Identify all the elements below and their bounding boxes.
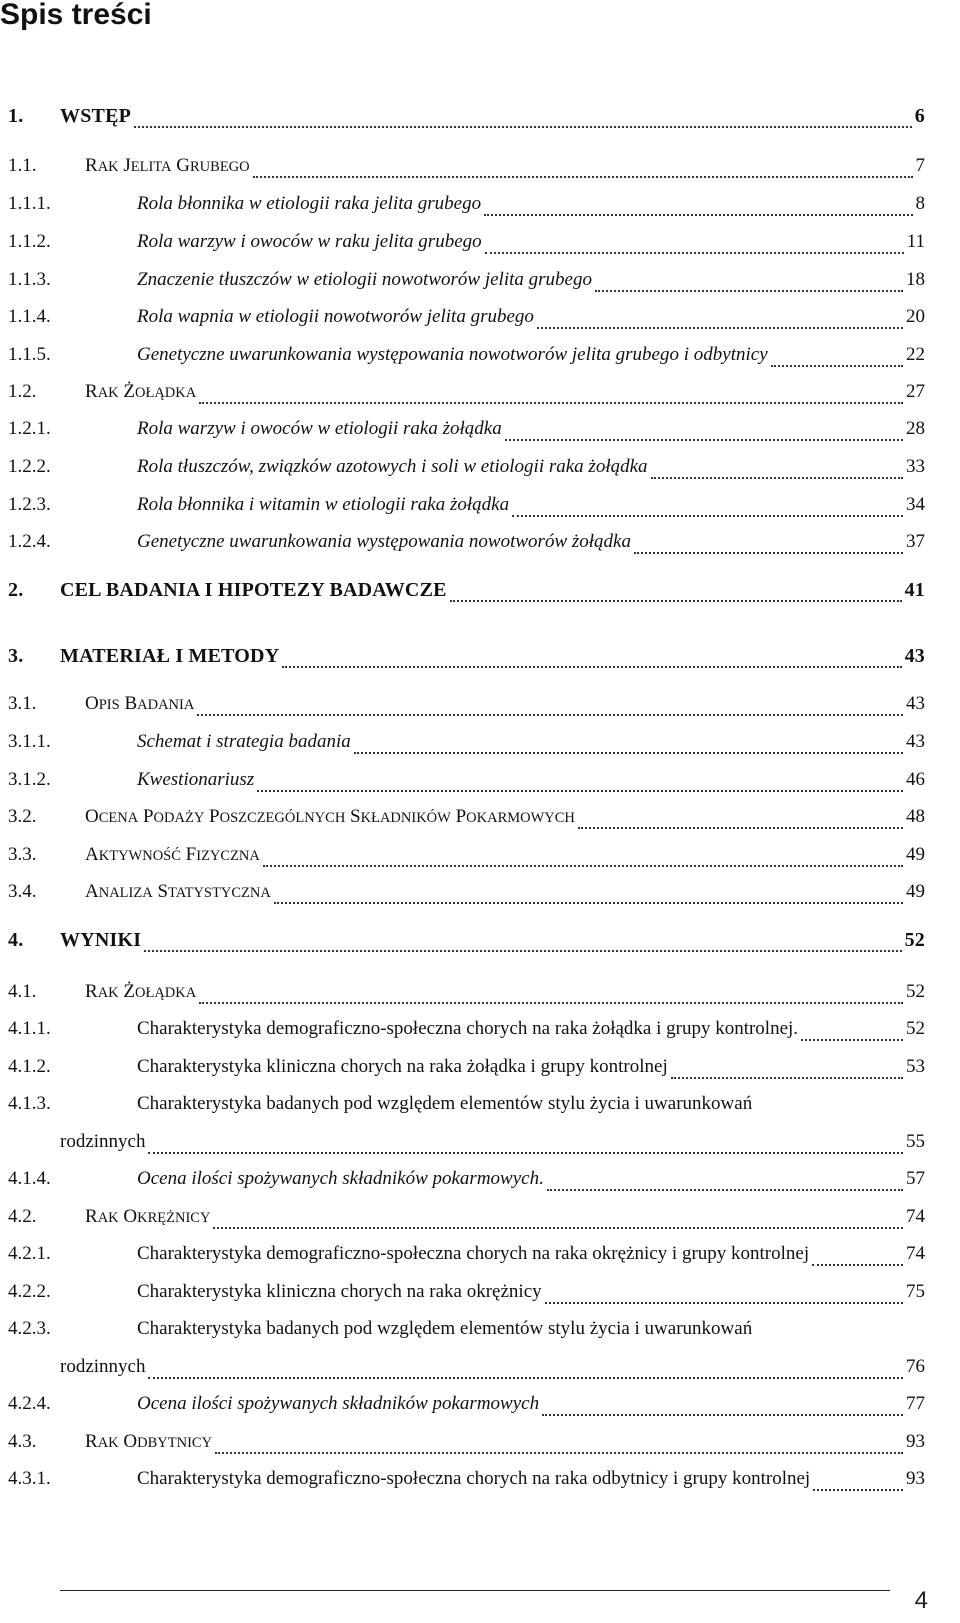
- toc-leader-dots: [263, 865, 903, 867]
- toc-entry-page: 49: [906, 844, 925, 865]
- toc-entry-page: 7: [915, 155, 925, 176]
- toc-entry-page: 74: [906, 1243, 925, 1264]
- toc-entry-number: 3.3.: [8, 844, 37, 865]
- toc-entry-number: 1.2.3.: [8, 494, 51, 515]
- toc-entry-title: rodzinnych: [60, 1131, 146, 1152]
- toc-entry-title: AKTYWNOŚĆ FIZYCZNA: [85, 844, 260, 865]
- toc-entry[interactable]: [0, 306, 960, 336]
- toc-entry[interactable]: [0, 418, 960, 448]
- toc-entry[interactable]: [0, 193, 960, 223]
- toc-entry-number: 1.1.4.: [8, 306, 51, 327]
- toc-entry-title: Charakterystyka badanych pod względem elementów stylu życia i uwarunkowań: [137, 1318, 753, 1339]
- toc-leader-dots: [144, 950, 901, 952]
- toc-entry[interactable]: [0, 1056, 960, 1086]
- toc-entry-number: 4.1.2.: [8, 1056, 51, 1077]
- toc-leader-dots: [197, 714, 903, 716]
- toc-entry-number: 3.1.2.: [8, 769, 51, 790]
- toc-entry[interactable]: [0, 155, 960, 185]
- toc-entry-number: 4.3.1.: [8, 1468, 51, 1489]
- toc-entry-number: 3.1.: [8, 693, 37, 714]
- toc-entry[interactable]: [0, 1393, 960, 1423]
- toc-entry-number: 4.1.4.: [8, 1168, 51, 1189]
- toc-leader-dots: [274, 902, 903, 904]
- toc-leader-dots: [542, 1414, 903, 1416]
- toc-leader-dots: [199, 1002, 903, 1004]
- toc-entry[interactable]: [0, 981, 960, 1011]
- toc-entry[interactable]: [0, 1468, 960, 1498]
- toc-entry-page: 75: [906, 1281, 925, 1302]
- toc-entry-title: Charakterystyka kliniczna chorych na raka żołądka i grupy kontrolnej: [137, 1056, 668, 1077]
- toc-entry-page: 20: [906, 306, 925, 327]
- toc-leader-dots: [537, 327, 903, 329]
- toc-entry-page: 93: [906, 1431, 925, 1452]
- toc-entry[interactable]: [0, 1168, 960, 1198]
- toc-leader-dots: [651, 477, 903, 479]
- toc-entry-page: 43: [906, 693, 925, 714]
- toc-entry-page: 52: [906, 981, 925, 1002]
- toc-entry[interactable]: [0, 1093, 960, 1123]
- toc-entry-page: 43: [906, 731, 925, 752]
- toc-entry[interactable]: [0, 269, 960, 299]
- toc-entry-number: 1.1.1.: [8, 193, 51, 214]
- toc-entry-page: 18: [906, 269, 925, 290]
- toc-entry-number: 1.: [8, 105, 24, 127]
- toc-entry-page: 52: [904, 929, 925, 951]
- toc-entry-number: 3.: [8, 645, 24, 667]
- toc-entry-page: 57: [906, 1168, 925, 1189]
- toc-entry-title: RAK ŻOŁĄDKA: [85, 981, 197, 1002]
- toc-leader-dots: [282, 666, 901, 668]
- toc-entry-number: 3.2.: [8, 806, 37, 827]
- toc-leader-dots: [213, 1227, 903, 1229]
- page-title: Spis treści: [0, 0, 152, 31]
- toc-entry-title: RAK OKRĘŻNICY: [85, 1206, 211, 1227]
- toc-entry-title: WYNIKI: [60, 929, 142, 951]
- toc-entry-title: CEL BADANIA I HIPOTEZY BADAWCZE: [60, 579, 447, 601]
- toc-entry-page: 77: [906, 1393, 925, 1414]
- toc-entry[interactable]: [0, 231, 960, 261]
- toc-entry-page: 6: [914, 105, 925, 127]
- toc-entry[interactable]: [0, 456, 960, 486]
- toc-leader-dots: [671, 1077, 903, 1079]
- toc-leader-dots: [545, 1302, 903, 1304]
- toc-entry-page: 49: [906, 881, 925, 902]
- toc-entry-number: 4.2.1.: [8, 1243, 51, 1264]
- toc-leader-dots: [634, 552, 903, 554]
- toc-entry-page: 46: [906, 769, 925, 790]
- toc-leader-dots: [595, 290, 903, 292]
- toc-entry-page: 93: [906, 1468, 925, 1489]
- toc-entry-number: 3.4.: [8, 881, 37, 902]
- toc-entry-title: rodzinnych: [60, 1356, 146, 1377]
- toc-leader-dots: [801, 1039, 903, 1041]
- toc-entry-number: 1.2.2.: [8, 456, 51, 477]
- toc-entry-title: OCENA PODAŻY POSZCZEGÓLNYCH SKŁADNIKÓW POKARMOWYCH: [85, 806, 575, 827]
- toc-entry-title: RAK JELITA GRUBEGO: [85, 155, 250, 176]
- toc-entry-page: 76: [906, 1356, 925, 1377]
- toc-entry-number: 3.1.1.: [8, 731, 51, 752]
- toc-entry[interactable]: [0, 381, 960, 411]
- toc-entry[interactable]: [0, 693, 960, 723]
- toc-leader-dots: [199, 402, 903, 404]
- toc-entry[interactable]: [0, 844, 960, 874]
- toc-leader-dots: [505, 439, 903, 441]
- toc-leader-dots: [148, 1152, 903, 1154]
- toc-entry-title: WSTĘP: [60, 105, 132, 127]
- toc-entry-number: 4.: [8, 929, 24, 951]
- toc-entry-page: 52: [906, 1018, 925, 1039]
- toc-entry[interactable]: [0, 645, 960, 675]
- toc-leader-dots: [485, 252, 904, 254]
- toc-entry[interactable]: [0, 1243, 960, 1273]
- toc-entry-title: Ocena ilości spożywanych składników pokarmowych: [137, 1393, 540, 1414]
- toc-entry[interactable]: [0, 1318, 960, 1348]
- toc-entry-page: 43: [904, 645, 925, 667]
- toc-leader-dots: [771, 365, 903, 367]
- toc-leader-dots: [215, 1452, 903, 1454]
- toc-entry-title: Charakterystyka badanych pod względem elementów stylu życia i uwarunkowań: [137, 1093, 753, 1114]
- toc-leader-dots: [578, 827, 903, 829]
- toc-entry-title: Rola warzyw i owoców w raku jelita grubego: [137, 231, 482, 252]
- toc-entry[interactable]: [0, 579, 960, 609]
- toc-leader-dots: [354, 752, 903, 754]
- toc-entry-number: 4.2.4.: [8, 1393, 51, 1414]
- toc-entry-number: 1.2.1.: [8, 418, 51, 439]
- toc-entry-number: 1.2.: [8, 381, 37, 402]
- toc-entry-page: 53: [906, 1056, 925, 1077]
- toc-leader-dots: [813, 1489, 903, 1491]
- toc-entry-title: Rola warzyw i owoców w etiologii raka żołądka: [137, 418, 502, 439]
- toc-entry[interactable]: [0, 881, 960, 911]
- toc-entry[interactable]: [0, 494, 960, 524]
- toc-entry-number: 1.1.3.: [8, 269, 51, 290]
- toc-leader-dots: [512, 515, 903, 517]
- toc-entry[interactable]: [0, 1281, 960, 1311]
- toc-entry-page: 33: [906, 456, 925, 477]
- toc-entry-page: 27: [906, 381, 925, 402]
- toc-entry-title: Ocena ilości spożywanych składników pokarmowych.: [137, 1168, 544, 1189]
- toc-entry[interactable]: [0, 1131, 960, 1161]
- toc-leader-dots: [547, 1189, 903, 1191]
- toc-entry-page: 41: [904, 579, 925, 601]
- toc-entry-title: Rola tłuszczów, związków azotowych i soli w etiologii raka żołądka: [137, 456, 648, 477]
- toc-entry-title: Znaczenie tłuszczów w etiologii nowotworów jelita grubego: [137, 269, 592, 290]
- toc-entry-number: 4.1.3.: [8, 1093, 51, 1114]
- toc-entry-title: Kwestionariusz: [137, 769, 255, 790]
- toc-entry[interactable]: [0, 1431, 960, 1461]
- toc-leader-dots: [450, 600, 902, 602]
- toc-entry[interactable]: [0, 531, 960, 561]
- toc-entry[interactable]: [0, 769, 960, 799]
- toc-entry[interactable]: [0, 1206, 960, 1236]
- toc-leader-dots: [484, 214, 912, 216]
- toc-entry[interactable]: [0, 806, 960, 836]
- toc-entry-page: 74: [906, 1206, 925, 1227]
- toc-entry-title: Rola błonnika w etiologii raka jelita grubego: [137, 193, 482, 214]
- toc-entry-title: Charakterystyka demograficzno-społeczna chorych na raka okrężnicy i grupy kontrolnej: [137, 1243, 810, 1264]
- toc-entry-title: Rola wapnia w etiologii nowotworów jelita grubego: [137, 306, 534, 327]
- toc-entry-title: Charakterystyka kliniczna chorych na raka okrężnicy: [137, 1281, 542, 1302]
- toc-entry-title: Genetyczne uwarunkowania występowania nowotworów żołądka: [137, 531, 631, 552]
- toc-entry-number: 4.3.: [8, 1431, 37, 1452]
- toc-entry-title: OPIS BADANIA: [85, 693, 195, 714]
- toc-entry-title: Genetyczne uwarunkowania występowania nowotworów jelita grubego i odbytnicy: [137, 344, 768, 365]
- toc-entry-title: Charakterystyka demograficzno-społeczna chorych na raka żołądka i grupy kontrolnej.: [137, 1018, 799, 1039]
- toc-entry-number: 4.2.3.: [8, 1318, 51, 1339]
- toc-leader-dots: [812, 1264, 903, 1266]
- toc-entry[interactable]: [0, 929, 960, 959]
- toc-entry-title: MATERIAŁ I METODY: [60, 645, 280, 667]
- page-number: 4: [914, 1587, 928, 1614]
- toc-entry[interactable]: [0, 1356, 960, 1386]
- toc-entry-page: 11: [906, 231, 925, 252]
- toc-entry[interactable]: [0, 731, 960, 761]
- toc-leader-dots: [134, 126, 912, 128]
- toc-entry-number: 4.2.: [8, 1206, 37, 1227]
- toc-entry-number: 1.1.2.: [8, 231, 51, 252]
- toc-entry[interactable]: [0, 1018, 960, 1048]
- toc-entry-number: 4.1.: [8, 981, 37, 1002]
- toc-entry-title: Rola błonnika i witamin w etiologii raka żołądka: [137, 494, 510, 515]
- toc-entry-title: ANALIZA STATYSTYCZNA: [85, 881, 271, 902]
- toc-entry-title: RAK ODBYTNICY: [85, 1431, 213, 1452]
- footer-divider: [60, 1590, 890, 1591]
- toc-entry[interactable]: [0, 105, 960, 135]
- toc-entry-number: 1.1.5.: [8, 344, 51, 365]
- toc-entry-number: 1.2.4.: [8, 531, 51, 552]
- toc-entry-page: 22: [906, 344, 925, 365]
- toc-entry-page: 34: [906, 494, 925, 515]
- toc-entry-number: 4.2.2.: [8, 1281, 51, 1302]
- toc-leader-dots: [148, 1377, 903, 1379]
- toc-leader-dots: [257, 790, 903, 792]
- toc-entry-page: 37: [906, 531, 925, 552]
- toc-entry-title: Schemat i strategia badania: [137, 731, 351, 752]
- toc-entry-number: 4.1.1.: [8, 1018, 51, 1039]
- toc-entry[interactable]: [0, 344, 960, 374]
- toc-entry-page: 55: [906, 1131, 925, 1152]
- toc-entry-title: RAK ŻOŁĄDKA: [85, 381, 197, 402]
- toc-leader-dots: [253, 176, 913, 178]
- toc-entry-number: 2.: [8, 579, 24, 601]
- toc-entry-page: 48: [906, 806, 925, 827]
- toc-entry-page: 8: [915, 193, 925, 214]
- toc-entry-number: 1.1.: [8, 155, 37, 176]
- toc-entry-title: Charakterystyka demograficzno-społeczna chorych na raka odbytnicy i grupy kontrolnej: [137, 1468, 811, 1489]
- toc-entry-page: 28: [906, 418, 925, 439]
